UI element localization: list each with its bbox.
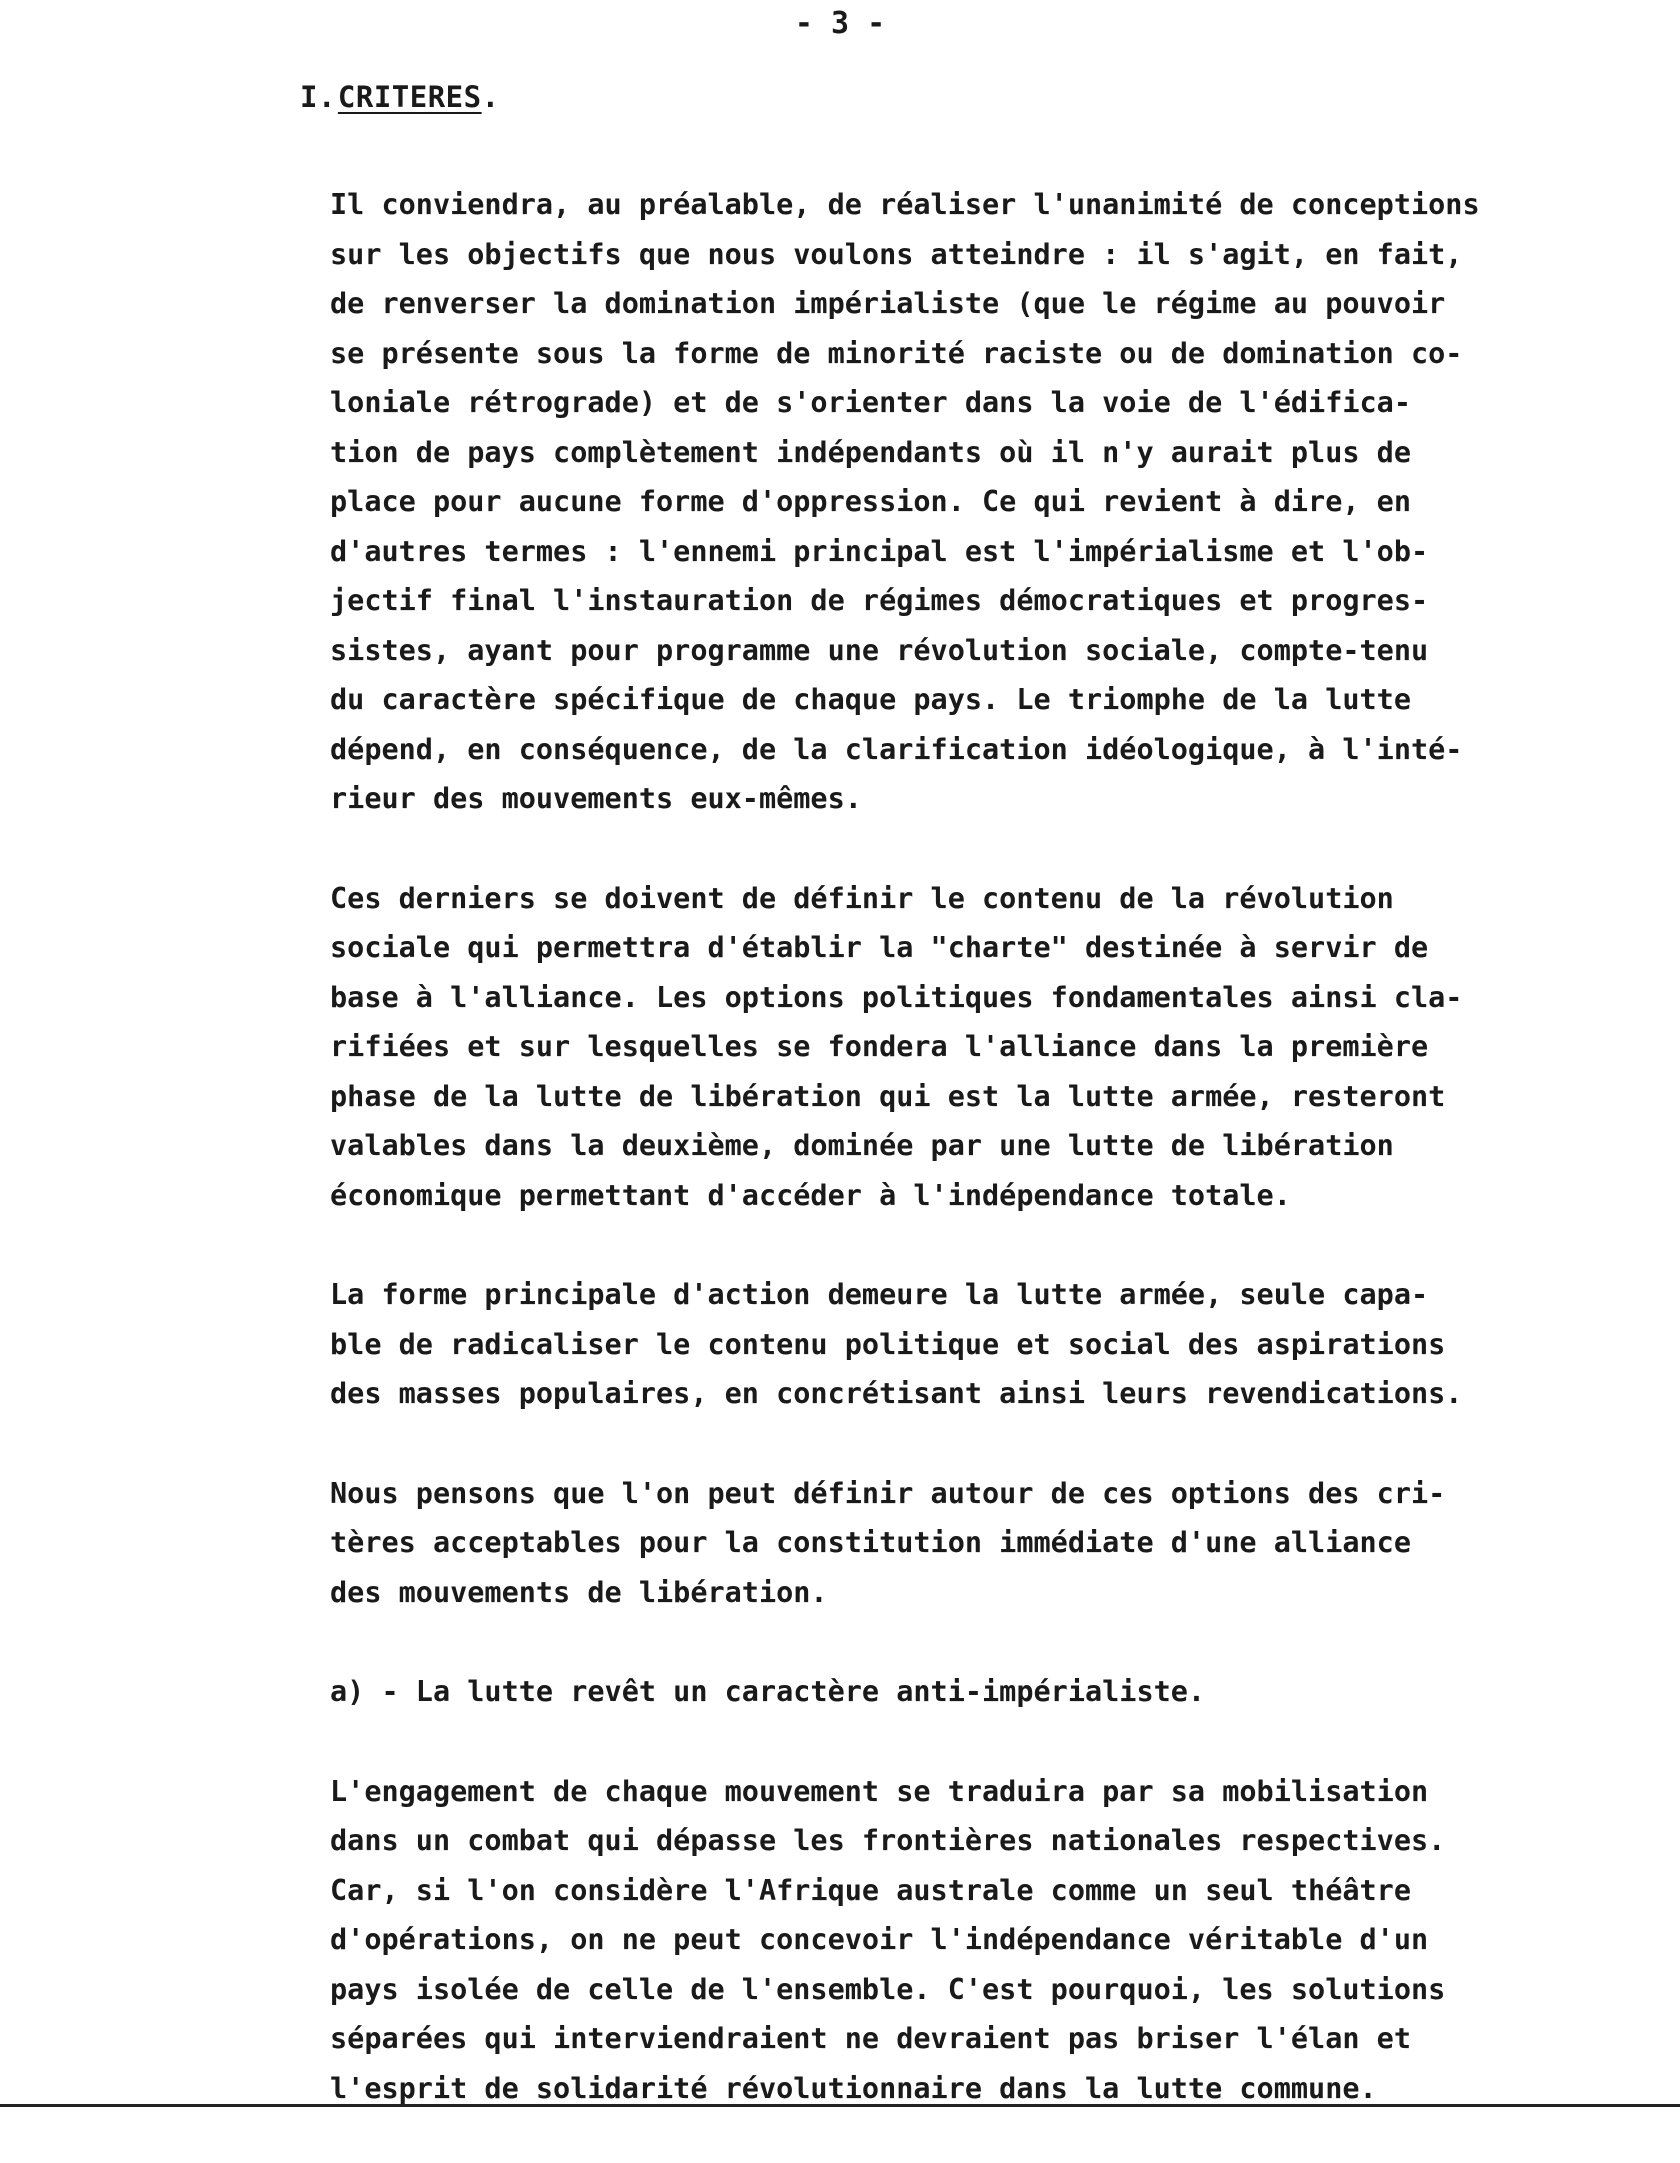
section-heading	[300, 80, 500, 114]
paragraph-criteria: Nous pensons que l'on peut définir autour de ces options des cri- tères acceptables pour la constitution immédiate d'une alliance des mouvements de libération.	[330, 1476, 1446, 1609]
page-number: - 3 -	[794, 6, 886, 41]
paragraph-engagement: L'engagement de chaque mouvement se traduira par sa mobilisation dans un combat qui dépasse les frontières nationales respectives. Car, si l'on considère l'Afrique australe comme un seul théâtre d'opérations, on ne peut concevoir l'indépendance véritable d'un pays isolée de celle de l'ensemble. C'est pourquoi, les solutions séparées qui interviendraient ne devraient pas briser l'élan et l'esprit de solidarité révolutionnaire dans la lutte commune.	[330, 1774, 1446, 2105]
section-title: CRITERES	[337, 80, 482, 114]
section-number: I.	[300, 80, 336, 114]
paragraph-objectives: Il conviendra, au préalable, de réaliser l'unanimité de conceptions sur les objectifs que nous voulons atteindre : il s'agit, en fait, de renverser la domination impérialiste (que le régime au pouvoir se présente sous la forme de minorité raciste ou de domination co- loniale rétrograde) et de s'orienter dans la voie de l'édifica- tion de pays complètement indépendants où il n'y aurait plus de place pour aucune forme d'oppression. Ce qui revient à dire, en d'autres termes : l'ennemi principal est l'impérialisme et l'ob- jectif final l'instauration de régimes démocratiques et progres- sistes, ayant pour programme une révolution sociale, compte-tenu du caractère spécifique de chaque pays. Le triomphe de la lutte dépend, en conséquence, de la clarification idéologique, à l'inté- rieur des mouvements eux-mêmes.	[330, 188, 1480, 815]
bottom-rule	[0, 2104, 1680, 2107]
body-text	[330, 180, 1580, 2163]
paragraph-charter: Ces derniers se doivent de définir le contenu de la révolution sociale qui permettra d'établir la "charte" destinée à servir de base à l'alliance. Les options politiques fondamentales ainsi cla- rifiées et sur lesquelles se fondera l'alliance dans la première phase de la lutte de libération qui est la lutte armée, resteront valables dans la deuxième, dominée par une lutte de libération économique permettant d'accéder à l'indépendance totale.	[330, 881, 1463, 1212]
section-title-period: .	[481, 80, 500, 114]
paragraph-armed-struggle: La forme principale d'action demeure la lutte armée, seule capa- ble de radicaliser le contenu politique et social des aspirations des masses populaires, en concrétisant ainsi leurs revendications.	[330, 1278, 1463, 1410]
paragraph-criterion-a: a) - La lutte revêt un caractère anti-impérialiste.	[330, 1675, 1206, 1708]
